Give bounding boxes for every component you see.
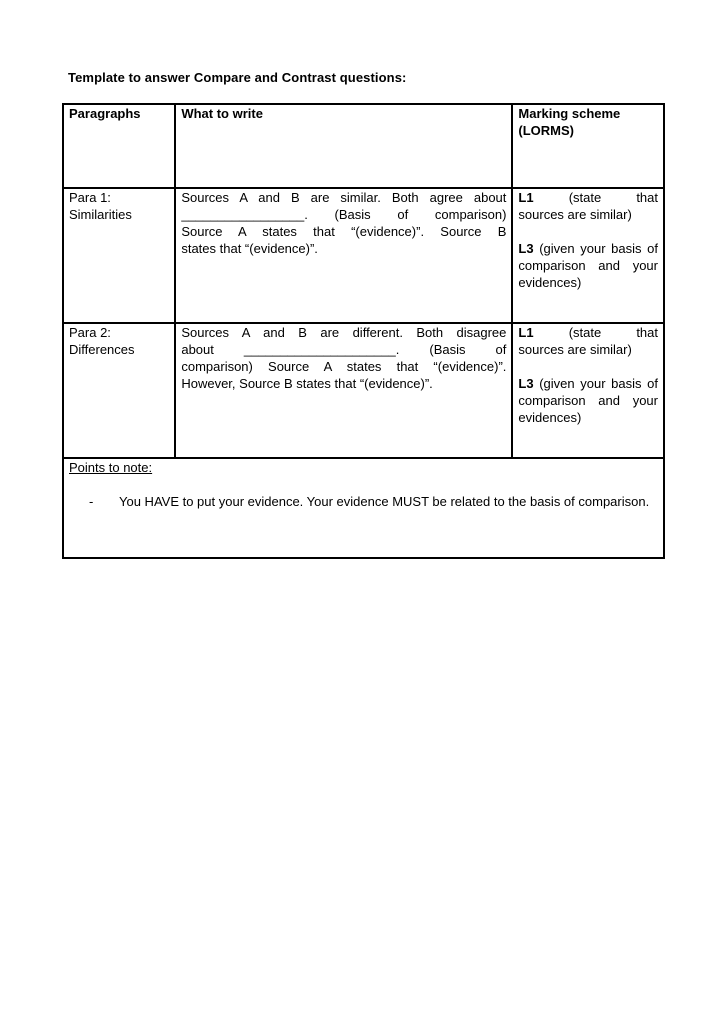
l3-code: L3 [518, 241, 534, 256]
para-2-what-to-write [175, 323, 512, 458]
table-header-row [63, 104, 664, 188]
para-2-write-line: However, Source B states that “(evidence)”. [181, 376, 433, 391]
header-paragraphs-label: Paragraphs [69, 106, 141, 121]
para-1-what-to-write [175, 188, 512, 323]
para-2-write-line: Sources A and B are different. Both disagree [181, 325, 507, 340]
para-1-cell [63, 188, 175, 323]
para-2-l1-rest: sources are similar) [518, 342, 632, 357]
para-1-write-line: Source A states that “(evidence)”. Source B [181, 224, 507, 239]
l1-word: (state [568, 190, 602, 205]
header-what-to-write-label: What to write [181, 106, 263, 121]
para-2-l3-block [518, 375, 658, 426]
table-row-para-1 [63, 188, 664, 323]
para-1-label: Para 1: [69, 190, 111, 205]
para-2-write-line: comparison) Source A states that “(evidence)”. [181, 359, 507, 374]
l1-word: (state [568, 325, 602, 340]
notes-cell [63, 458, 664, 558]
header-lorms-label: (LORMS) [518, 123, 575, 138]
l3-text: (given your basis of comparison and your evidences) [518, 241, 658, 290]
para-2-label: Para 2: [69, 325, 111, 340]
para-1-l3-block [518, 240, 658, 291]
para-2-write-line: about _____________________. (Basis of [181, 342, 507, 357]
l1-word: that [636, 325, 658, 340]
l3-text: (given your basis of comparison and your evidences) [518, 376, 658, 425]
l1-code: L1 [518, 325, 534, 340]
header-what-to-write [175, 104, 512, 188]
l1-word: that [636, 190, 658, 205]
para-2-type: Differences [69, 342, 135, 357]
l1-code: L1 [518, 190, 534, 205]
para-2-marking [512, 323, 664, 458]
page-title: Template to answer Compare and Contrast questions: [68, 70, 407, 85]
para-1-write-line: _________________. (Basis of comparison) [181, 207, 507, 222]
para-2-cell [63, 323, 175, 458]
para-1-write-line: Sources A and B are similar. Both agree about [181, 190, 507, 205]
header-marking-scheme-label: Marking scheme [518, 106, 621, 121]
notes-row [63, 458, 664, 558]
header-paragraphs [63, 104, 175, 188]
note-text: You HAVE to put your evidence. Your evidence MUST be related to the basis of comparison. [119, 494, 650, 509]
para-1-write-line: states that “(evidence)”. [181, 241, 318, 256]
notes-title: Points to note: [69, 460, 153, 475]
l3-code: L3 [518, 376, 534, 391]
para-2-l1-line [518, 324, 658, 341]
table-row-para-2 [63, 323, 664, 458]
lorms-template-table [62, 103, 665, 559]
dash-bullet-icon: - [89, 494, 94, 509]
para-1-l1-rest: sources are similar) [518, 207, 632, 222]
header-marking-scheme [512, 104, 664, 188]
para-1-l1-line [518, 189, 658, 206]
para-1-marking [512, 188, 664, 323]
note-list-item [69, 493, 658, 510]
para-1-type: Similarities [69, 207, 132, 222]
